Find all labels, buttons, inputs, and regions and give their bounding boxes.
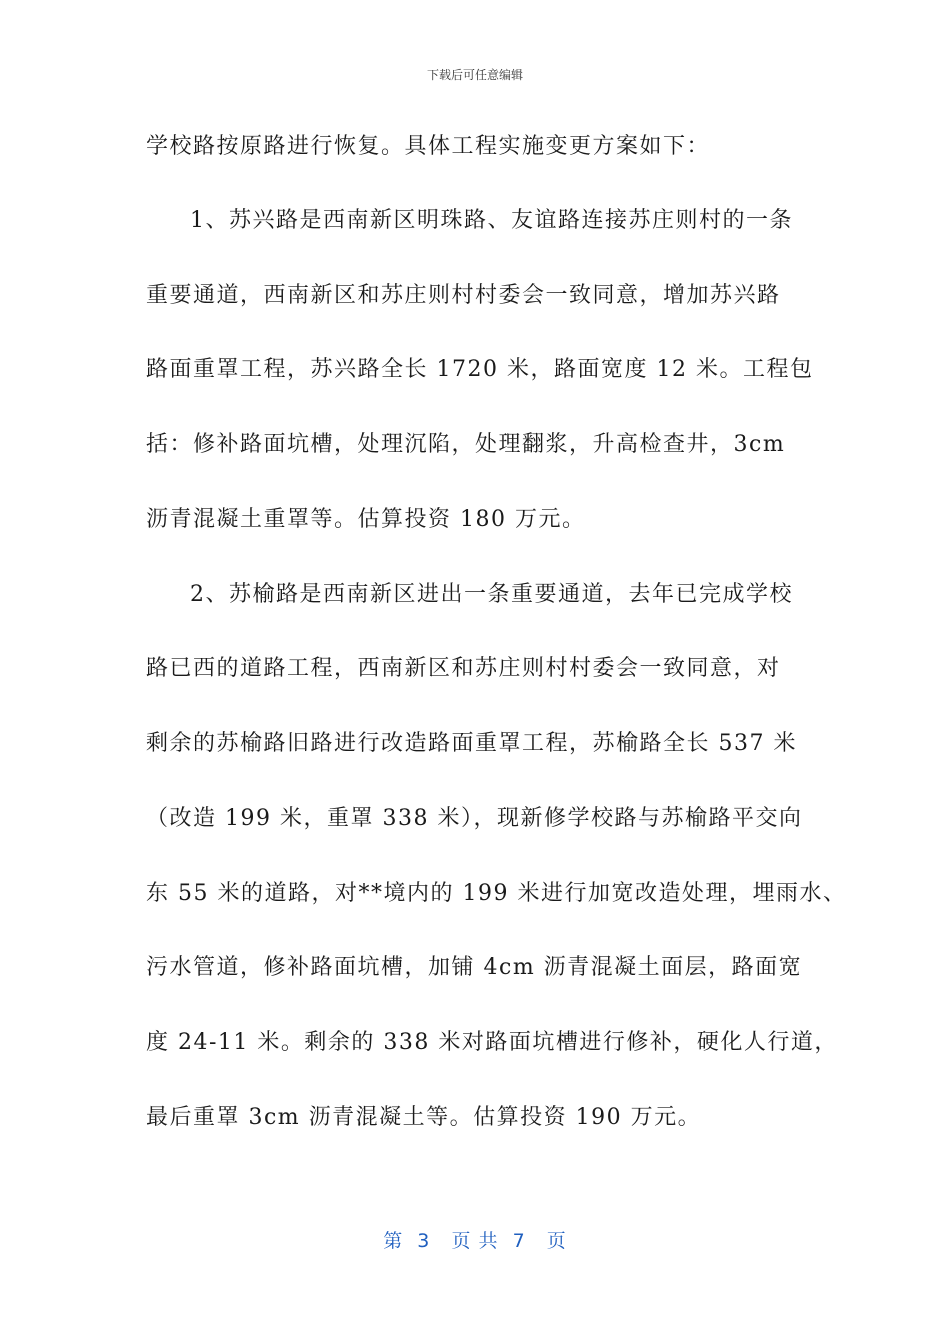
text-line: 括：修补路面坑槽，处理沉陷，处理翻浆，升高检查井，3cm bbox=[146, 432, 786, 457]
page-number: 第 3 页 共 7 页 bbox=[383, 1230, 567, 1252]
text-line: 沥青混凝土重罩等。估算投资 180 万元。 bbox=[146, 507, 586, 532]
text-line: 剩余的苏榆路旧路进行改造路面重罩工程，苏榆路全长 537 米 bbox=[146, 731, 797, 756]
text-line: 路面重罩工程，苏兴路全长 1720 米，路面宽度 12 米。工程包 bbox=[146, 357, 814, 382]
text-line: 度 24-11 米。剩余的 338 米对路面坑槽进行修补，硬化人行道， bbox=[146, 1030, 838, 1055]
text-line: 污水管道，修补路面坑槽，加铺 4cm 沥青混凝土面层，路面宽 bbox=[146, 955, 803, 980]
text-line: （改造 199 米，重罩 338 米），现新修学校路与苏榆路平交向 bbox=[146, 806, 803, 831]
text-line: 1、苏兴路是西南新区明珠路、友谊路连接苏庄则村的一条 bbox=[190, 208, 793, 233]
text-line: 2、苏榆路是西南新区进出一条重要通道，去年已完成学校 bbox=[190, 582, 793, 607]
header-note: 下载后可任意编辑 bbox=[426, 68, 523, 82]
text-line: 东 55 米的道路，对**境内的 199 米进行加宽改造处理，埋雨水、 bbox=[146, 881, 847, 906]
text-line: 重要通道，西南新区和苏庄则村村委会一致同意，增加苏兴路 bbox=[146, 283, 781, 308]
text-line: 学校路按原路进行恢复。具体工程实施变更方案如下： bbox=[146, 134, 711, 159]
text-line: 路已西的道路工程，西南新区和苏庄则村村委会一致同意，对 bbox=[146, 656, 781, 681]
text-line: 最后重罩 3cm 沥青混凝土等。估算投资 190 万元。 bbox=[146, 1105, 702, 1130]
